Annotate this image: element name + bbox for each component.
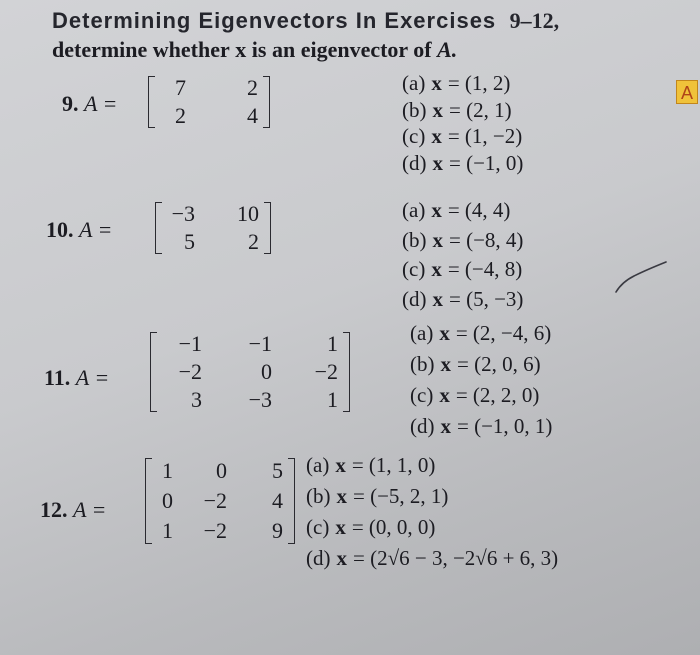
part-label: (d) <box>402 286 427 311</box>
instruction-var: x <box>235 37 247 62</box>
vector-var: x <box>432 227 443 252</box>
vector-value: = (−4, 8) <box>447 257 523 281</box>
problem-11-matrix <box>160 330 340 414</box>
problem-10-parts <box>402 196 523 314</box>
part-row <box>402 226 523 256</box>
vector-var: x <box>431 71 442 95</box>
matrix-entry: −1 <box>248 331 272 356</box>
matrix-entry: 1 <box>162 458 173 483</box>
part-row <box>402 285 523 315</box>
part-row <box>306 450 558 481</box>
exercise-range: 9–12, <box>509 8 560 33</box>
part-row <box>402 150 523 177</box>
vector-value: = (1, −2) <box>447 124 523 148</box>
part-label: (c) <box>402 257 426 281</box>
problem-number: 10. <box>46 217 74 242</box>
vector-value: = (2, 2, 0) <box>455 383 540 407</box>
part-label: (d) <box>402 150 427 175</box>
vector-value: = (2, −4, 6) <box>455 321 552 345</box>
matrix-entry: −3 <box>171 201 195 226</box>
part-row <box>306 512 558 543</box>
problem-10-matrix <box>165 200 261 256</box>
matrix-label: A = <box>73 497 107 522</box>
vector-var: x <box>431 198 442 222</box>
matrix-entry: 10 <box>237 201 259 226</box>
matrix-entry: 0 <box>261 359 272 384</box>
vector-var: x <box>336 484 347 508</box>
problem-number: 11. <box>44 365 71 390</box>
problem-9-label <box>62 91 117 117</box>
problem-number: 9. <box>62 91 79 116</box>
vector-var: x <box>431 124 442 148</box>
matrix-entry: 1 <box>327 331 338 356</box>
vector-var: x <box>440 352 451 376</box>
matrix-entry: −2 <box>203 488 227 513</box>
vector-value: = (2, 1) <box>449 97 512 122</box>
vector-value: = (−1, 0) <box>449 150 524 175</box>
vector-value: = (1, 1, 0) <box>351 453 436 477</box>
vector-var: x <box>432 150 443 175</box>
part-row <box>402 196 523 226</box>
matrix-entry: −2 <box>178 359 202 384</box>
instruction-mid: is an eigenvector of <box>251 37 432 62</box>
part-row <box>410 380 552 411</box>
problem-10-label <box>46 217 112 243</box>
instruction-matrix: A. <box>437 37 458 62</box>
vector-var: x <box>335 453 346 477</box>
vector-var: x <box>432 286 443 311</box>
part-label: (c) <box>402 124 426 148</box>
matrix-entry: 0 <box>216 458 227 483</box>
part-label: (a) <box>306 453 330 477</box>
part-row <box>410 411 552 442</box>
matrix-label: A = <box>79 217 113 242</box>
vector-value: = (−8, 4) <box>449 227 524 252</box>
part-label: (b) <box>402 97 427 122</box>
matrix-entry: −3 <box>248 387 272 412</box>
part-label: (c) <box>410 383 434 407</box>
instruction-prefix: determine whether <box>52 37 230 62</box>
part-label: (b) <box>306 484 331 508</box>
problem-9-matrix <box>158 74 260 130</box>
matrix-entry: −1 <box>178 331 202 356</box>
matrix-entry: 2 <box>247 75 258 100</box>
part-row <box>410 318 552 349</box>
part-row <box>402 123 523 150</box>
part-label: (c) <box>306 515 330 539</box>
matrix-entry: 9 <box>272 518 283 543</box>
part-label: (a) <box>402 198 426 222</box>
part-row <box>402 70 523 97</box>
matrix-entry: −2 <box>314 359 338 384</box>
problem-11-parts <box>410 318 552 442</box>
matrix-entry: 5 <box>272 458 283 483</box>
section-title: Determining Eigenvectors In Exercises <box>52 8 497 33</box>
part-label: (b) <box>402 227 427 252</box>
problem-number: 12. <box>40 497 68 522</box>
vector-value: = (0, 0, 0) <box>351 515 436 539</box>
part-row <box>402 97 523 124</box>
matrix-entry: 5 <box>184 229 195 254</box>
matrix-entry: 4 <box>272 488 283 513</box>
vector-var: x <box>432 97 443 122</box>
matrix-label: A = <box>84 91 118 116</box>
matrix-entry: 1 <box>327 387 338 412</box>
matrix-entry: 0 <box>162 488 173 513</box>
section-heading <box>52 8 559 34</box>
pen-check-mark <box>612 258 672 298</box>
problem-9-parts <box>402 70 523 176</box>
matrix-entry: 2 <box>248 229 259 254</box>
part-label: (d) <box>306 546 331 570</box>
vector-var: x <box>439 321 450 345</box>
part-row <box>306 543 558 574</box>
part-row <box>410 349 552 380</box>
part-row <box>402 255 523 285</box>
vector-value: = (2, 0, 6) <box>457 352 541 376</box>
part-label: (b) <box>410 352 435 376</box>
matrix-entry: 3 <box>191 387 202 412</box>
vector-value: = (1, 2) <box>447 71 511 95</box>
part-label: (d) <box>410 414 435 438</box>
vector-var: x <box>335 515 346 539</box>
part-row <box>306 481 558 512</box>
vector-var: x <box>336 546 347 570</box>
matrix-entry: 1 <box>162 518 173 543</box>
vector-value: = (−1, 0, 1) <box>457 414 553 438</box>
matrix-label: A = <box>75 365 110 390</box>
matrix-entry: −2 <box>203 518 227 543</box>
margin-sticky-tag: A <box>676 80 698 104</box>
instruction-line <box>52 37 457 63</box>
part-label: (a) <box>402 71 426 95</box>
matrix-entry: 7 <box>175 75 186 100</box>
problem-12-label <box>40 497 106 523</box>
problem-12-parts <box>306 450 558 574</box>
vector-value: = (4, 4) <box>447 198 511 222</box>
vector-var: x <box>439 383 450 407</box>
vector-var: x <box>431 257 442 281</box>
vector-value: = (2√6 − 3, −2√6 + 6, 3) <box>353 546 559 570</box>
vector-var: x <box>440 414 451 438</box>
problem-11-label <box>44 365 109 391</box>
vector-value: = (−5, 2, 1) <box>353 484 449 508</box>
problem-12-matrix <box>155 456 285 546</box>
part-label: (a) <box>410 321 434 345</box>
matrix-entry: 2 <box>175 103 186 128</box>
matrix-entry: 4 <box>247 103 258 128</box>
vector-value: = (5, −3) <box>449 286 524 311</box>
